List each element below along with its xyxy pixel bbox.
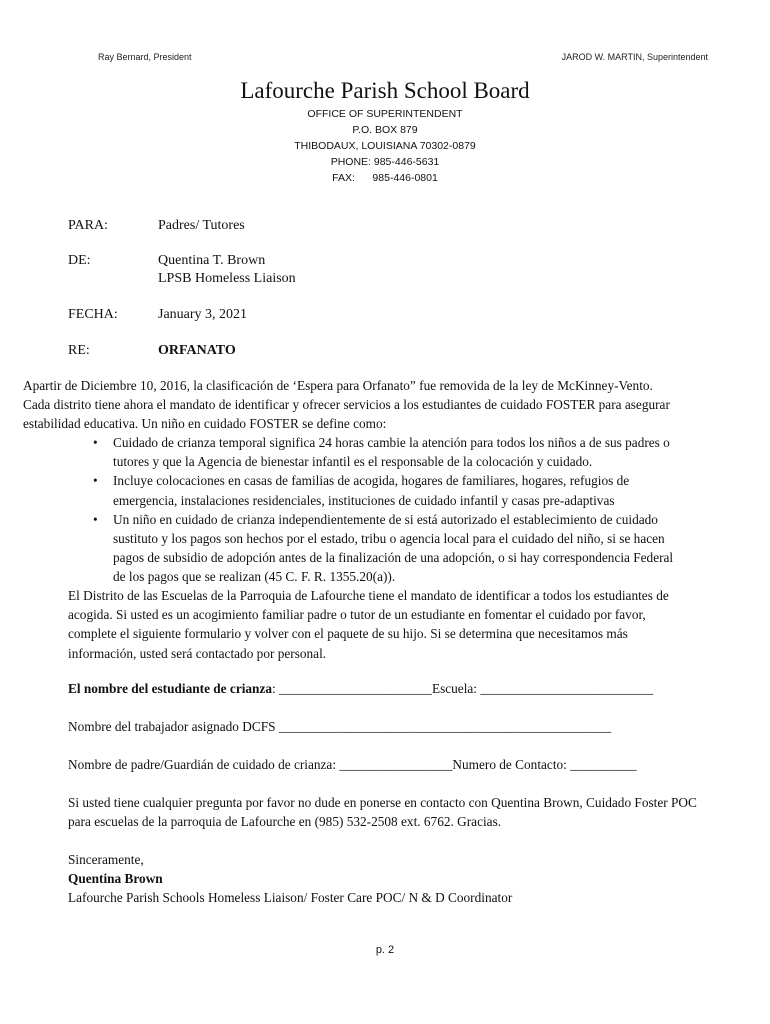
city-line: THIBODAUX, LOUISIANA 70302-0879 xyxy=(294,140,476,152)
intro-line: Apartir de Diciembre 10, 2016, la clasificación de ‘Espera para Orfanato” fue removida de la ley de McKinney-Vento. xyxy=(23,378,653,393)
signer-title: Lafourche Parish Schools Homeless Liaison/ Foster Care POC/ N & D Coordinator xyxy=(68,890,513,906)
re-value: ORFANATO xyxy=(158,343,236,358)
po-box-line: P.O. BOX 879 xyxy=(352,124,418,136)
page-number: p. 2 xyxy=(375,944,395,956)
intro-paragraph xyxy=(23,376,763,434)
phone-line: PHONE: 985-446-5631 xyxy=(330,156,440,168)
student-school-line xyxy=(68,681,653,697)
student-name-blank[interactable]: : _______________________ xyxy=(272,681,432,696)
intro-line: Cada distrito tiene ahora el mandato de identificar y ofrecer servicios a los estudiantes de cuidado FOSTER para asegurar xyxy=(23,397,670,413)
closing-block xyxy=(68,850,763,908)
signer-name: Quentina Brown xyxy=(68,871,163,887)
fax-line: FAX: 985-446-0801 xyxy=(332,172,438,184)
guardian-contact-line xyxy=(68,757,637,773)
questions-paragraph: Si usted tiene cualquier pregunta por favor no dude en ponerse en contacto con Quentina Brown, Cuidado Foster POC para escuelas de la parroquia de Lafourche en (985) 532-2508 ext. 6762. Gracias. xyxy=(68,795,697,830)
bullet-list xyxy=(89,433,759,587)
school-blank[interactable]: Escuela: __________________________ xyxy=(431,681,654,696)
contact-number-blank[interactable]: Numero de Contacto: __________ xyxy=(452,757,637,772)
list-item: • Un niño en cuidado de crianza independientemente de si está autorizado el establecimiento de cuidado sustituto y los pagos son hechos por el estado, tribu o agencia local para el cuidado del niño, si se hacen pagos de subsidio de adopción antes de la finalización de una adopción, o si hay correspondencia Federal de los pagos que se realizan (45 C. F. R. 1355.20(a)). xyxy=(89,510,759,587)
dcfs-worker-line[interactable]: Nombre del trabajador asignado DCFS __________________________________________________ xyxy=(68,719,612,734)
list-item: • Incluye colocaciones en casas de familias de acogida, hogares de familiares, hogares, refugios de emergencia, instalaciones residenciales, instituciones de cuidado infantil y casas pre-adaptivas xyxy=(89,471,759,509)
re-label: RE: xyxy=(68,343,90,358)
from-title: LPSB Homeless Liaison xyxy=(158,271,296,286)
intro-line: estabilidad educativa. Un niño en cuidado FOSTER se define como: xyxy=(23,416,387,432)
board-title: Lafourche Parish School Board xyxy=(240,78,530,103)
district-paragraph: El Distrito de las Escuelas de la Parroquia de Lafourche tiene el mandato de identificar a todos los estudiantes de acogida. Si usted es un acogimiento familiar padre o tutor de un estudiante en fomentar el cuidado por favor, complete el siguiente formulario y volver con el paquete de su hijo. Si se determina que necesitamos más información, usted será contactado por personal. xyxy=(68,588,669,661)
date-label: FECHA: xyxy=(68,307,118,322)
office-line: OFFICE OF SUPERINTENDENT xyxy=(307,108,463,120)
president-name: Ray Bernard, President xyxy=(98,52,192,62)
superintendent-name: JAROD W. MARTIN, Superintendent xyxy=(561,52,708,62)
list-item: • Cuidado de crianza temporal significa 24 horas cambie la atención para todos los niños a de sus padres o tutores y que la Agencia de bienestar infantil es el responsable de la colocación y cuidado. xyxy=(89,433,759,471)
from-label: DE: xyxy=(68,253,91,268)
student-name-label: El nombre del estudiante de crianza xyxy=(68,681,273,696)
date-value: January 3, 2021 xyxy=(158,307,248,322)
to-value: Padres/ Tutores xyxy=(158,218,245,233)
to-label: PARA: xyxy=(68,218,108,233)
guardian-name-blank[interactable]: Nombre de padre/Guardián de cuidado de crianza: _________________ xyxy=(68,757,453,772)
from-name: Quentina T. Brown xyxy=(158,253,266,268)
salutation: Sinceramente, xyxy=(68,852,144,867)
